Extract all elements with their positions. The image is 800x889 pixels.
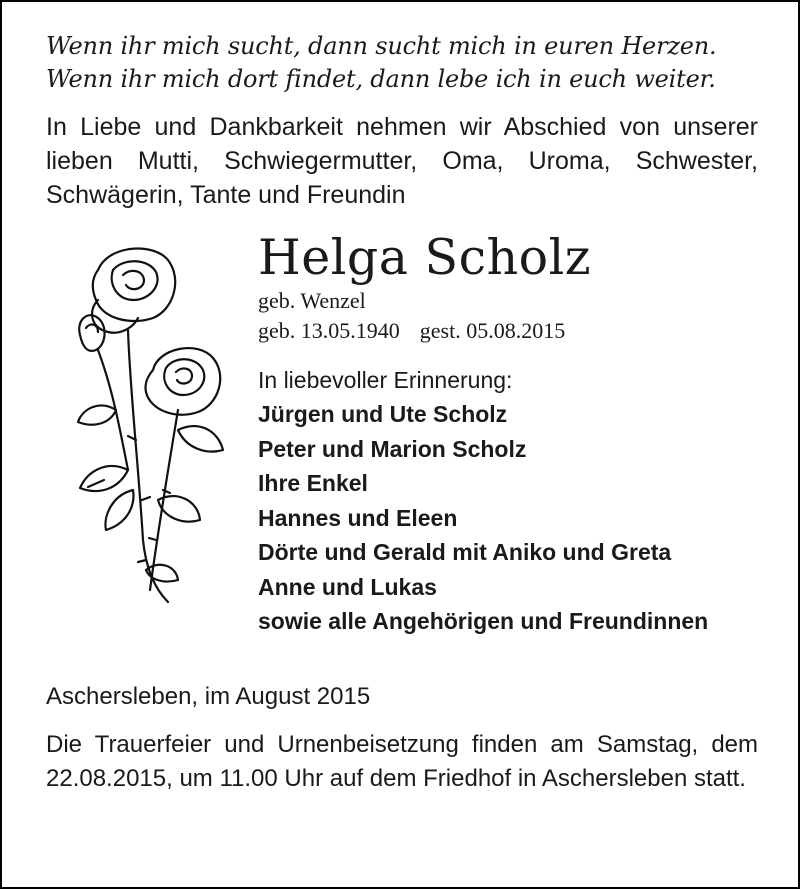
death-date: gest. 05.08.2015 — [419, 318, 566, 343]
rose-illustration — [58, 240, 238, 610]
birth-date: geb. 13.05.1940 — [258, 318, 400, 343]
mourner-entry: Dörte und Gerald mit Aniko und Greta — [258, 539, 672, 565]
mourner-entry: Peter und Marion Scholz — [258, 435, 527, 462]
mourner-entry: Hannes und Eleen — [258, 504, 458, 531]
mourner-entry: Jürgen und Ute Scholz — [258, 401, 508, 427]
main-section — [46, 230, 758, 680]
birth-name: geb. Wenzel — [258, 288, 366, 313]
life-dates — [258, 316, 778, 346]
quote-line-1: Wenn ihr mich sucht, dann sucht mich in euren Herzen. — [46, 32, 717, 60]
quote-line-2: Wenn ihr mich dort findet, dann lebe ich in euch weiter. — [46, 65, 716, 93]
mourner-entry: sowie alle Angehörigen und Freundinnen — [258, 608, 709, 634]
mourners-list — [258, 397, 778, 639]
memory-label: In liebevoller Erinnerung: — [258, 367, 513, 393]
funeral-notice: Die Trauerfeier und Urnenbeisetzung finden am Samstag, dem 22.08.2015, um 11.00 Uhr auf dem Friedhof in Aschersleben statt. — [46, 731, 758, 792]
mourner-entry: Anne und Lukas — [258, 573, 437, 600]
mourner-entry: Ihre Enkel — [258, 470, 368, 496]
place-date: Aschersleben, im August 2015 — [46, 683, 371, 710]
intro-text: In Liebe und Dankbarkeit nehmen wir Abschied von unserer lieben Mutti, Schwiegermutter, Oma, Uroma, Schwester, Schwägerin, Tante und Freundin — [46, 113, 758, 209]
deceased-name: Helga Scholz — [258, 229, 592, 286]
memorial-quote — [46, 30, 758, 96]
details-column — [258, 230, 778, 639]
obituary-content — [46, 30, 758, 796]
